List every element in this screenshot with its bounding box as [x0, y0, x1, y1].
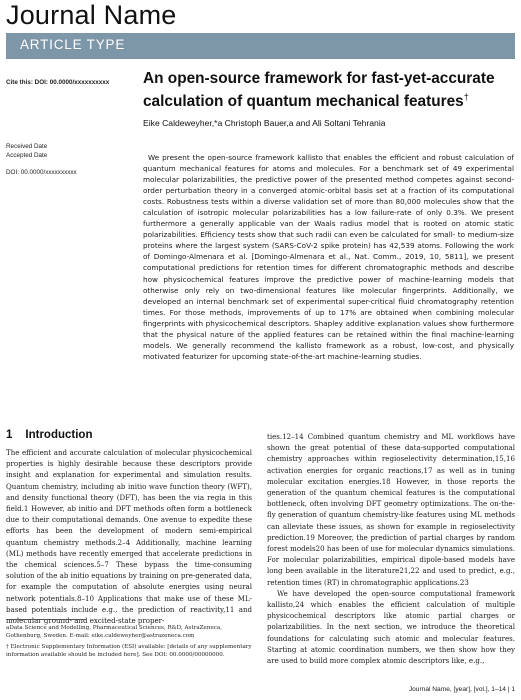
- section-heading: [6, 429, 92, 441]
- author-list: Eike Caldeweyher,*a Christoph Bauer,a and Ali Soltani Tehrania: [143, 118, 386, 128]
- body-column-right: [267, 431, 515, 666]
- footnote-divider: [6, 619, 86, 620]
- section-number: 1: [6, 429, 13, 441]
- submission-dates: [6, 142, 47, 160]
- accepted-date: Accepted Date: [6, 152, 48, 159]
- body-column-left: [6, 447, 252, 626]
- received-date: Received Date: [6, 143, 48, 150]
- cite-doi: Cite this: DOI: 00.0000/xxxxxxxxxx: [6, 79, 110, 86]
- section-title: Introduction: [25, 429, 93, 441]
- article-type-banner: [6, 33, 515, 59]
- journal-name: Journal Name: [6, 0, 177, 30]
- affiliation-footnote: aData Science and Modelling, Pharmaceutical Sciences, R&D, AstraZeneca, Gothenburg, Sweden. E-mail: eike.caldeweyher@astrazeneca.com: [6, 625, 223, 640]
- footnotes: [6, 624, 252, 659]
- intro-paragraph-continued: ties.12–14 Combined quantum chemistry and ML workflows have shown the great potential of these data-supported computational chemistry approaches within regioselectivity determination,15,16 activation energies for organic reactions,17 as well as in tuning molecular excitation energies.18 However, in those reports the generation of the quantum chemical features is the computational bottleneck, often involving DFT geometry optimizations. The on-the-fly generation of quantum chemistry-like features using ML methods can alleviate these issues, as shown for example in regioselectivity prediction.19 Moreover, the prediction of partial charges by random forest models20 has been of use for molecular dynamics simulations. For molecular polarizabilities, empirical dipole-based models have long been available in the literature21,22 and used to predict, e.g., retention times (RT) in chromatographic applications.23: [267, 432, 515, 587]
- page-footer: Journal Name, [year], [vol.], 1–14 | 1: [408, 686, 515, 693]
- title-footnote-mark: †: [463, 92, 469, 102]
- intro-paragraph: The efficient and accurate calculation of molecular physicochemical properties is highly desirable because these descriptors provide insight and explanation for experimental and simulation results. Quantum chemistry, including ab initio wave function theory (WFT), and density functional theory (DFT), has been the via regia in this field.1 However, ab initio and DFT methods often form a bottleneck due to their computational demands. One avenue to expedite these efforts has been the development of modern semi-empirical quantum chemistry methods.2–4 Additionally, machine learning (ML) methods have recently emerged that accelerate predictions in the chemical sciences.5–7 These bypass the time-consuming solution of the ab initio equations by training on pre-generated data, for example the computation of absolute energies using neural network potentials.8–10 Applications that make use of these ML-based potentials include e.g., the prediction of reactivity,11 and molecular ground- and excited-state proper-: [6, 448, 252, 626]
- article-doi: DOI: 00.0000/xxxxxxxxxx: [6, 169, 77, 176]
- abstract: We present the open-source framework kallisto that enables the efficient and robust calculation of quantum mechanical features for atoms and molecules. For a benchmark set of 49 experimental molecular polarizabilities, the predictive power of the presented method competes against second-order perturbation theory in a converged atomic-orbital basis set at a fraction of its computational costs. Robustness tests within a diverse validation set of more than 80,000 molecules show that the calculation of isotropic molecular polarizabilities has a low failure-rate of only 0.3%. We present furthermore a generally applicable van der Waals radius model that is rooted on atomic static polarizabilities. Efficiency tests show that such radii can even be calculated for small- to medium-size proteins where the largest system (SARS-CoV-2 spike protein) has 42,539 atoms. Following the work of Domingo-Almenara et al. [Domingo-Almenara et al., Nat. Comm., 2019, 10, 5811], we present computational predictions for retention times for different chromatographic methods and describe how physicochemical features improve the predictive power of machine-learning models that otherwise only rely on two-dimensional features like molecular fingerprints. Additionally, we developed an internal benchmark set of experimental super-critical fluid chromatography retention times. For those methods, improvements of up to 17% are obtained when combining molecular fingerprints with physicochemical descriptors. Shapley additive explanation values show furthermore that the physical nature of the applied features can be retained within the final machine-learning models. We generally recommend the kallisto framework as a robust, low-cost, and physically motivated featurizer for upcoming state-of-the-art machine-learning studies.: [143, 153, 514, 361]
- paper-title-text: An open-source framework for fast-yet-accurate calculation of quantum mechanical features: [143, 70, 495, 111]
- paper-title: [143, 69, 513, 111]
- article-type-label: ARTICLE TYPE: [20, 37, 126, 52]
- intro-paragraph-kallisto: We have developed the open-source computational framework kallisto,24 which enables the efficient calculation of multiple physicochemical descriptors like atomic partial charges or polarizabilities. In the next section, we introduce the theoretical foundations for calculating such atomic and molecular features. Starting at atomic coordination numbers, we then show how they are used to build more complex atomic descriptors like, e.g.,: [267, 588, 515, 666]
- esi-footnote: † Electronic Supplementary Information (ESI) available: [details of any supplementary information available should be included here]. See DOI: 00.0000/00000000.: [6, 643, 252, 658]
